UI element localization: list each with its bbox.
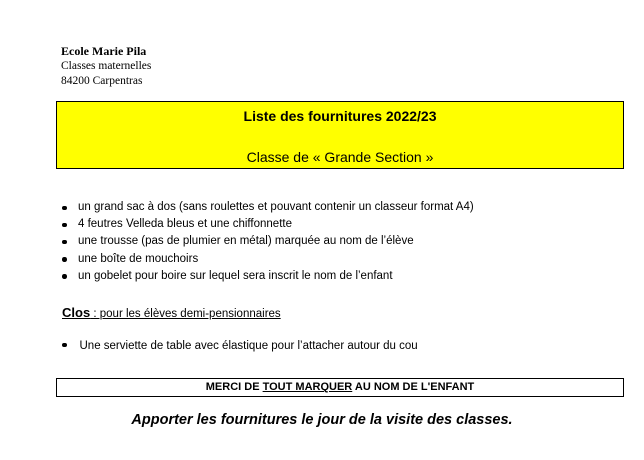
notice-after: AU NOM DE L'ENFANT [352, 381, 475, 393]
class-subtitle: Classe de « Grande Section » [246, 149, 434, 165]
school-name: Ecole Marie Pila [61, 44, 147, 58]
school-classes: Classes maternelles [61, 60, 152, 72]
list-item: un grand sac à dos (sans roulettes et pouvant contenir un classeur format A4) [62, 199, 474, 216]
notice-underlined: TOUT MARQUER [262, 381, 353, 393]
list-item: une boîte de mouchoirs [62, 251, 474, 268]
list-item: un gobelet pour boire sur lequel sera inscrit le nom de l’enfant [62, 268, 474, 285]
list-title: Liste des fournitures 2022/23 [243, 108, 437, 124]
clos-word: Clos [62, 305, 91, 320]
list-item: une trousse (pas de plumier en métal) marquée au nom de l’élève [62, 233, 474, 250]
bullet-icon [62, 343, 67, 348]
supplies-list [62, 199, 474, 285]
clos-heading [62, 305, 281, 320]
notice-before: MERCI DE [205, 381, 263, 393]
school-address [61, 44, 151, 89]
clos-item [62, 340, 418, 352]
list-item: 4 feutres Velleda bleus et une chiffonnette [62, 216, 474, 233]
clos-description: : pour les élèves demi-pensionnaires [90, 308, 281, 320]
title-box [56, 101, 624, 169]
footer-note: Apporter les fournitures le jour de la visite des classes. [131, 412, 513, 428]
notice-box [56, 378, 624, 397]
clos-item-text: Une serviette de table avec élastique pour l’attacher autour du cou [79, 340, 418, 352]
school-city: 84200 Carpentras [61, 75, 143, 87]
